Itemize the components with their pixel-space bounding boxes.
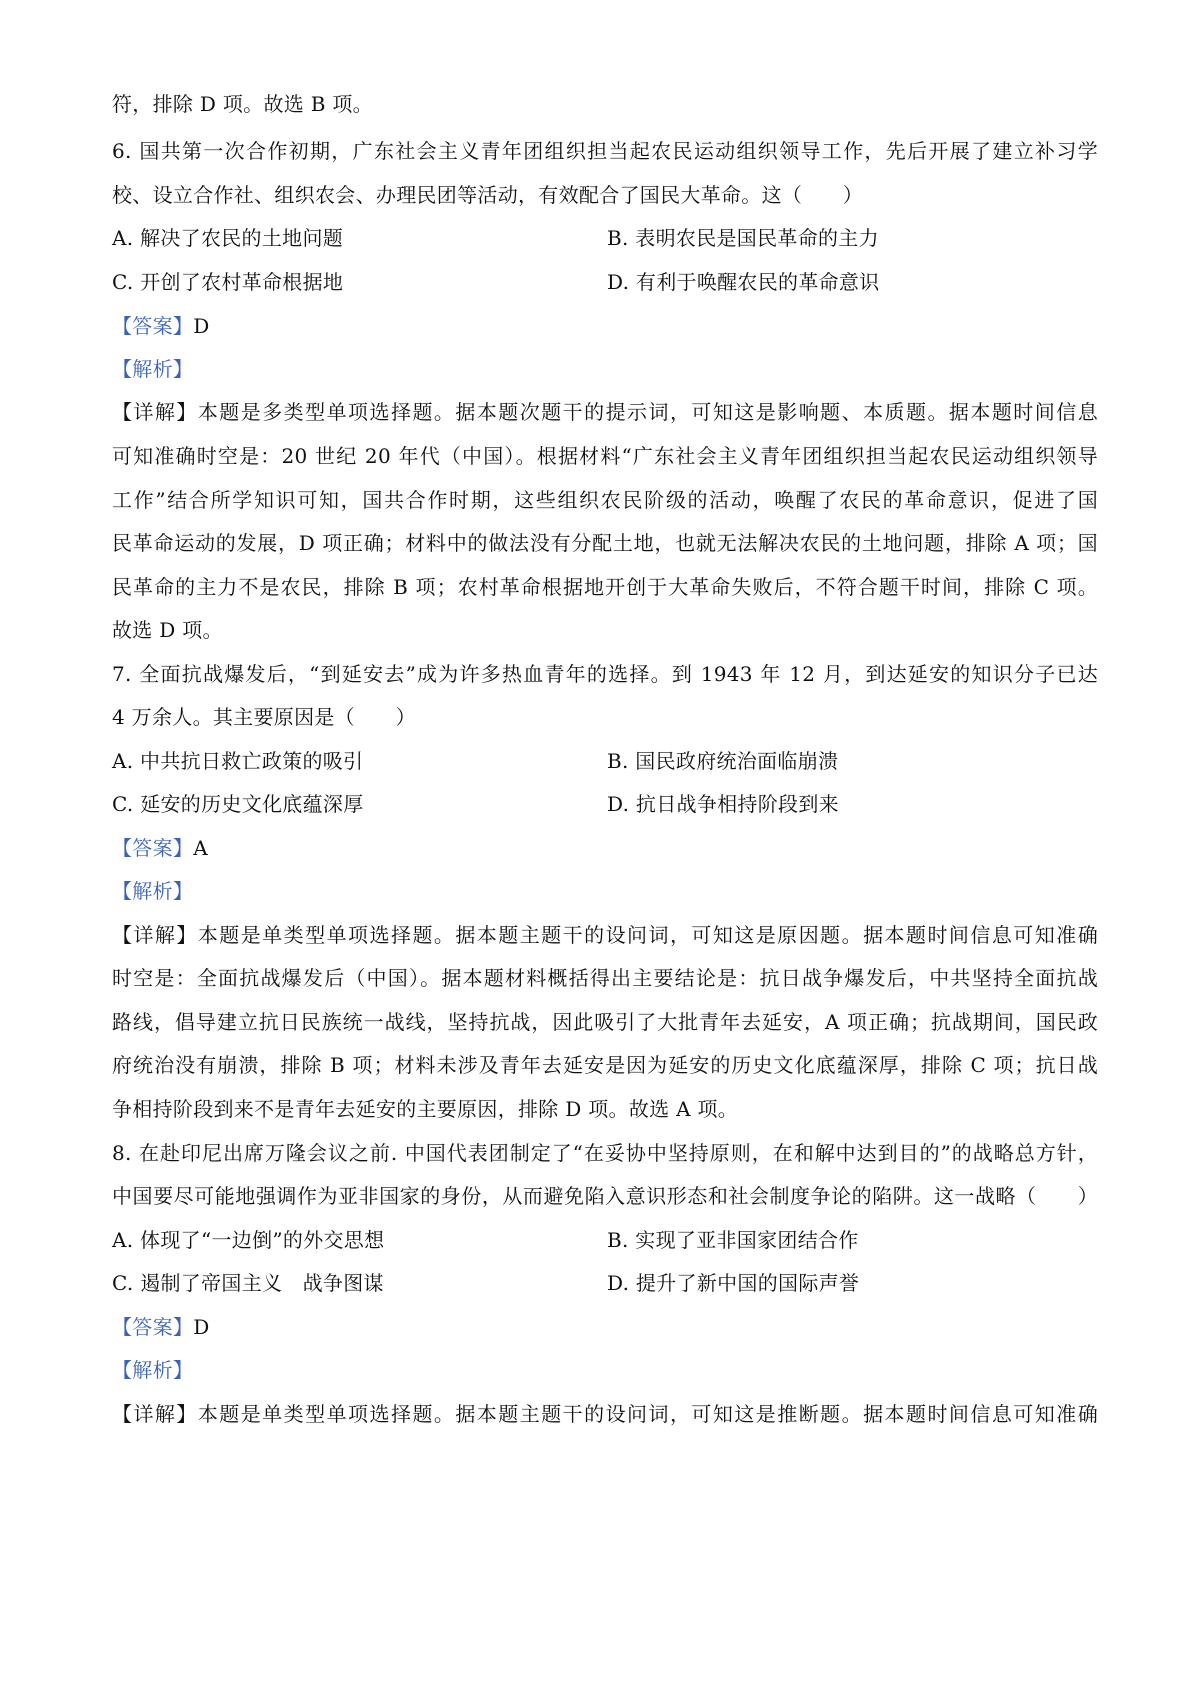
question-8-detail	[112, 1399, 1098, 1429]
detail-tag: 【详解】	[112, 400, 198, 424]
question-7-option-a: A. 中共抗日救亡政策的吸引	[112, 749, 364, 773]
question-6-option-a: A. 解决了农民的土地问题	[112, 226, 344, 250]
question-7-answer	[112, 833, 208, 863]
question-6-detail: 可知准确时空是：20 世纪 20 年代（中国）。根据材料“广东社会主义青年团组织担当起农民运动组织领导	[112, 444, 1098, 468]
answer-tag: 【答案】	[112, 836, 194, 860]
answer-tag: 【答案】	[112, 1315, 194, 1339]
question-8-option-b: B. 实现了亚非国家团结合作	[607, 1228, 859, 1252]
text-line: 符，排除 D 项。故选 B 项。	[112, 92, 373, 116]
answer-tag: 【答案】	[112, 314, 194, 338]
question-7-analysis-tag: 【解析】	[112, 879, 194, 903]
question-6-detail: 民革命的主力不是农民，排除 B 项；农村革命根据地开创于大革命失败后，不符合题干时间，排除 C 项。	[112, 575, 1098, 599]
question-7-detail	[112, 920, 1098, 950]
detail-text: 本题是多类型单项选择题。据本题次题干的提示词，可知这是影响题、本质题。据本题时间信息	[197, 400, 1098, 424]
detail-text: 本题是单类型单项选择题。据本题主题干的设问词，可知这是推断题。据本题时间信息可知准确	[197, 1402, 1098, 1426]
question-6-detail: 民革命运动的发展，D 项正确；材料中的做法没有分配土地，也就无法解决农民的土地问题，排除 A 项；国	[112, 531, 1098, 555]
question-6-detail	[112, 397, 1098, 427]
answer-value: A	[193, 836, 208, 860]
answer-value: D	[193, 1315, 210, 1339]
question-6-answer	[112, 311, 210, 341]
answer-value: D	[193, 314, 210, 338]
question-6-option-c: C. 开创了农村革命根据地	[112, 270, 344, 294]
question-7-option-c: C. 延安的历史文化底蕴深厚	[112, 792, 364, 816]
detail-tag: 【详解】	[112, 923, 198, 947]
question-8-stem: 中国要尽可能地强调作为亚非国家的身份，从而避免陷入意识形态和社会制度争论的陷阱。这一战略（ ）	[112, 1184, 1098, 1208]
question-7-detail: 时空是：全面抗战爆发后（中国）。据本题材料概括得出主要结论是：抗日战争爆发后，中共坚持全面抗战	[112, 966, 1098, 990]
question-8-analysis-tag: 【解析】	[112, 1358, 194, 1382]
question-8-answer	[112, 1312, 210, 1342]
question-8-stem: 8. 在赴印尼出席万隆会议之前. 中国代表团制定了“在妥协中坚持原则，在和解中达到目的”的战略总方针，	[112, 1141, 1098, 1165]
question-8-option-d: D. 提升了新中国的国际声誉	[607, 1271, 860, 1295]
question-6-stem: 6. 国共第一次合作初期，广东社会主义青年团组织担当起农民运动组织领导工作，先后开展了建立补习学	[112, 139, 1098, 163]
question-7-detail: 府统治没有崩溃，排除 B 项；材料未涉及青年去延安是因为延安的历史文化底蕴深厚，排除 C 项；抗日战	[112, 1053, 1098, 1077]
question-7-detail: 路线，倡导建立抗日民族统一战线，坚持抗战，因此吸引了大批青年去延安，A 项正确；抗战期间，国民政	[112, 1010, 1098, 1034]
question-6-option-d: D. 有利于唤醒农民的革命意识	[607, 270, 880, 294]
question-6-analysis-tag: 【解析】	[112, 357, 194, 381]
question-6-detail: 工作”结合所学知识可知，国共合作时期，这些组织农民阶级的活动，唤醒了农民的革命意识，促进了国	[112, 488, 1098, 512]
question-6-option-b: B. 表明农民是国民革命的主力	[607, 226, 879, 250]
detail-tag: 【详解】	[112, 1402, 198, 1426]
question-6-stem: 校、设立合作社、组织农会、办理民团等活动，有效配合了国民大革命。这（ ）	[112, 183, 864, 207]
question-8-option-c: C. 遏制了帝国主义 战争图谋	[112, 1271, 384, 1295]
question-6-detail: 故选 D 项。	[112, 618, 223, 642]
question-7-option-b: B. 国民政府统治面临崩溃	[607, 749, 839, 773]
question-7-stem: 7. 全面抗战爆发后，“到延安去”成为许多热血青年的选择。到 1943 年 12 月，到达延安的知识分子已达	[112, 662, 1098, 686]
detail-text: 本题是单类型单项选择题。据本题主题干的设问词，可知这是原因题。据本题时间信息可知准确	[197, 923, 1098, 947]
question-7-option-d: D. 抗日战争相持阶段到来	[607, 792, 839, 816]
question-7-stem: 4 万余人。其主要原因是（ ）	[112, 705, 416, 729]
question-7-detail: 争相持阶段到来不是青年去延安的主要原因，排除 D 项。故选 A 项。	[112, 1097, 739, 1121]
question-8-option-a: A. 体现了“一边倒”的外交思想	[112, 1228, 385, 1252]
